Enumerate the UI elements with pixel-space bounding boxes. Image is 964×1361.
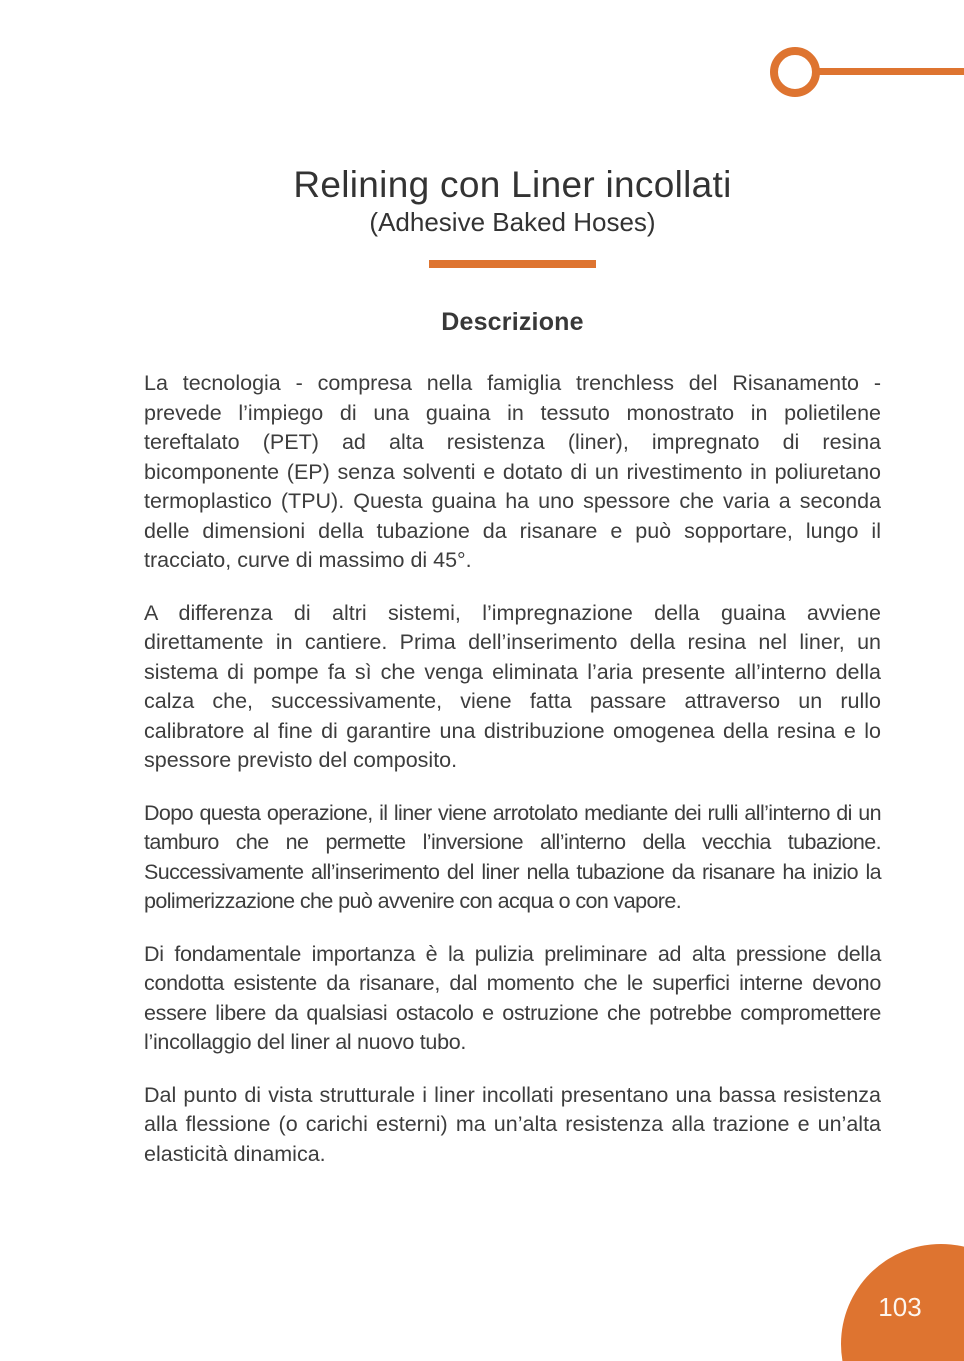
title-divider <box>429 260 596 268</box>
text-column <box>144 0 881 1192</box>
page-title: Relining con Liner incollati <box>293 164 732 205</box>
paragraph: Di fondamentale importanza è la pulizia preliminare ad alta pressione della condotta esistente da risanare, dal momento che le superfici interne devono essere libere da qualsiasi ostacolo e ostruzione che potrebbe compromettere l’incollaggio del liner al nuovo tubo. <box>144 941 881 1054</box>
paragraph: Dopo questa operazione, il liner viene arrotolato mediante dei rulli all’interno di un tamburo che ne permette l’inversione all’interno della vecchia tubazione. Successivamente all’inserimento del liner nella tubazione da risanare ha inizio la polimerizzazione che può avvenire con acqua o con vapore. <box>144 800 881 913</box>
section-heading: Descrizione <box>441 308 584 336</box>
page-subtitle: (Adhesive Baked Hoses) <box>369 207 656 237</box>
paragraph: La tecnologia - compresa nella famiglia trenchless del Risanamento - prevede l’impiego di una guaina in tessuto monostrato in polietilene tereftalato (PET) ad alta resistenza (liner), impregnato di resina bicomponente (EP) senza solventi e dotato di un rivestimento in poliuretano termoplastico (TPU). Questa guaina ha uno spessore che varia a seconda delle dimensioni della tubazione da risanare e può sopportare, lungo il tracciato, curve di massimo di 45°. <box>144 371 881 572</box>
paragraph: Dal punto di vista strutturale i liner incollati presentano una bassa resistenza alla flessione (o carichi esterni) ma un’alta resistenza alla trazione e un’alta elasticità dinamica. <box>144 1082 881 1166</box>
body-paragraphs <box>144 369 881 1169</box>
page-number: 103 <box>878 1292 922 1322</box>
paragraph: A differenza di altri sistemi, l’impregnazione della guaina avviene direttamente in cantiere. Prima dell’inserimento della resina nel liner, un sistema di pompe fa sì che venga eliminata l’aria presente all’interno della calza che, successivamente, viene fatta passare attraverso un rullo calibratore al fine di garantire una distribuzione omogenea della resina e lo spessore previsto del composito. <box>144 600 881 772</box>
